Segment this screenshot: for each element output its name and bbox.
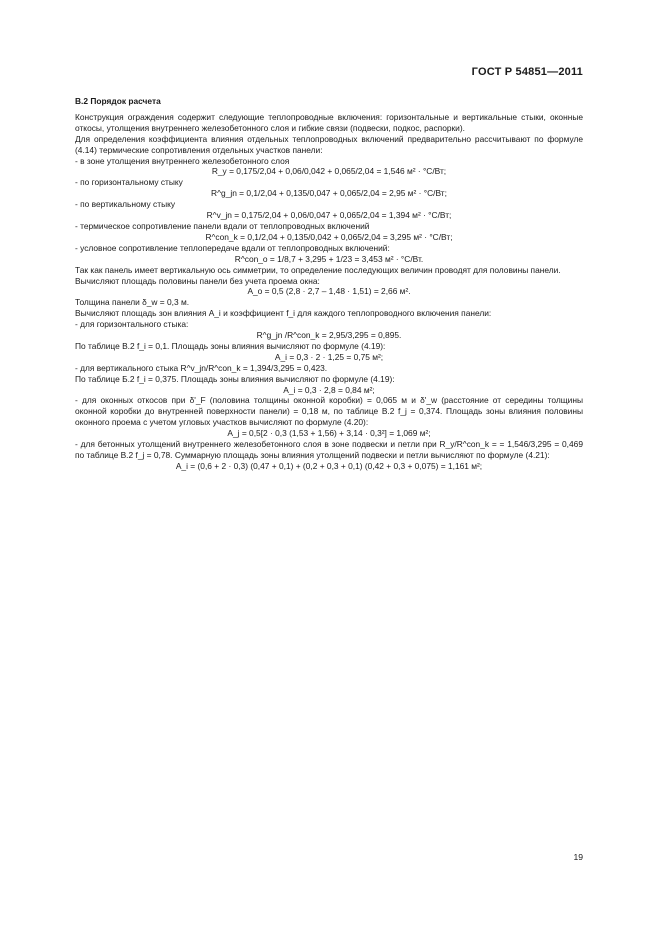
list-item: - условное сопротивление теплопередаче вдали от теплопроводных включений: <box>75 242 390 253</box>
formula: A_i = 0,3 · 2,8 = 0,84 м²; <box>283 384 375 395</box>
list-item: - термическое сопротивление панели вдали от теплопроводных включений <box>75 220 370 231</box>
paragraph: Конструкция ограждения содержит следующие теплопроводные включения: горизонтальные и вертикальные стыки, оконные откосы, утолщения внутреннего железобетонного слоя и гибкие связи (подвески, подкос, распорки). <box>75 111 583 133</box>
formula: A_j = 0,5[2 · 0,3 (1,53 + 1,56) + 3,14 · 0,3²] = 1,069 м²; <box>227 428 431 439</box>
list-item: - для вертикального стыка R^v_jn/R^con_k = 1,394/3,295 = 0,423. <box>75 362 328 373</box>
formula: R^con_k = 0,1/2,04 + 0,135/0,042 + 0,065/2,04 = 3,295 м² · °С/Вт; <box>205 231 453 242</box>
formula: R^g_jn = 0,1/2,04 + 0,135/0,047 + 0,065/2,04 = 2,95 м² · °С/Вт; <box>211 188 447 199</box>
formula: R^con_o = 1/8,7 + 3,295 + 1/23 = 3,453 м² · °С/Вт. <box>234 253 424 264</box>
list-item: - по вертикальному стыку <box>75 199 176 210</box>
section-title: В.2 Порядок расчета <box>75 96 161 106</box>
formula: A_i = 0,3 · 2 · 1,25 = 0,75 м²; <box>274 351 384 362</box>
standard-header: ГОСТ Р 54851—2011 <box>471 66 583 78</box>
page-number: 19 <box>573 852 583 862</box>
paragraph: - для оконных откосов при δ'_F (половина толщины оконной коробки) = 0,065 м и δ'_w (расстояние от середины толщины оконной коробки до внутренней поверхности панели) = 0,18 м, по таблице В.2 f_j = 0,374. Площадь зоны влияния половины оконного проема с учетом угловых участков вычисляют по формуле (4.20): <box>75 395 583 428</box>
formula: A_o = 0,5 (2,8 · 2,7 – 1,48 · 1,51) = 2,66 м². <box>247 286 411 297</box>
paragraph: Вычисляют площадь половины панели без учета проема окна: <box>75 275 320 286</box>
formula: A_i = (0,6 + 2 · 0,3) (0,47 + 0,1) + (0,2 + 0,3 + 0,1) (0,42 + 0,3 + 0,075) = 1,161 м²; <box>175 460 483 471</box>
paragraph: Толщина панели δ_w = 0,3 м. <box>75 297 190 308</box>
list-item: - в зоне утолщения внутреннего железобетонного слоя <box>75 155 290 166</box>
list-item: - по горизонтальному стыку <box>75 177 183 188</box>
formula: R_y = 0,175/2,04 + 0,06/0,042 + 0,065/2,04 = 1,546 м² · °С/Вт; <box>211 166 447 177</box>
paragraph: По таблице В.2 f_i = 0,1. Площадь зоны влияния вычисляют по формуле (4.19): <box>75 340 386 351</box>
formula: R^v_jn = 0,175/2,04 + 0,06/0,047 + 0,065/2,04 = 1,394 м² · °С/Вт; <box>206 210 452 221</box>
paragraph: Вычисляют площадь зон влияния A_i и коэффициент f_i для каждого теплопроводного включения панели: <box>75 308 492 319</box>
page-content <box>75 96 583 472</box>
formula: R^g_jn /R^con_k = 2,95/3,295 = 0,895. <box>256 330 402 341</box>
paragraph: - для бетонных утолщений внутреннего железобетонного слоя в зоне подвески и петли при R_y/R^con_k = = 1,546/3,295 = 0,469 по таблице В.2 f_j = 0,78. Суммарную площадь зоны влияния утолщений подвески и петли вычисляют по формуле (4.21): <box>75 439 583 460</box>
paragraph: Для определения коэффициента влияния отдельных теплопроводных включений предварительно рассчитывают по формуле (4.14) термические сопротивления отдельных участков панели: <box>75 133 583 155</box>
list-item: - для горизонтального стыка: <box>75 319 189 330</box>
paragraph: Так как панель имеет вертикальную ось симметрии, то определение последующих величин проводят для половины панели. <box>75 264 561 275</box>
paragraph: По таблице Б.2 f_i = 0,375. Площадь зоны влияния вычисляют по формуле (4.19): <box>75 373 395 384</box>
